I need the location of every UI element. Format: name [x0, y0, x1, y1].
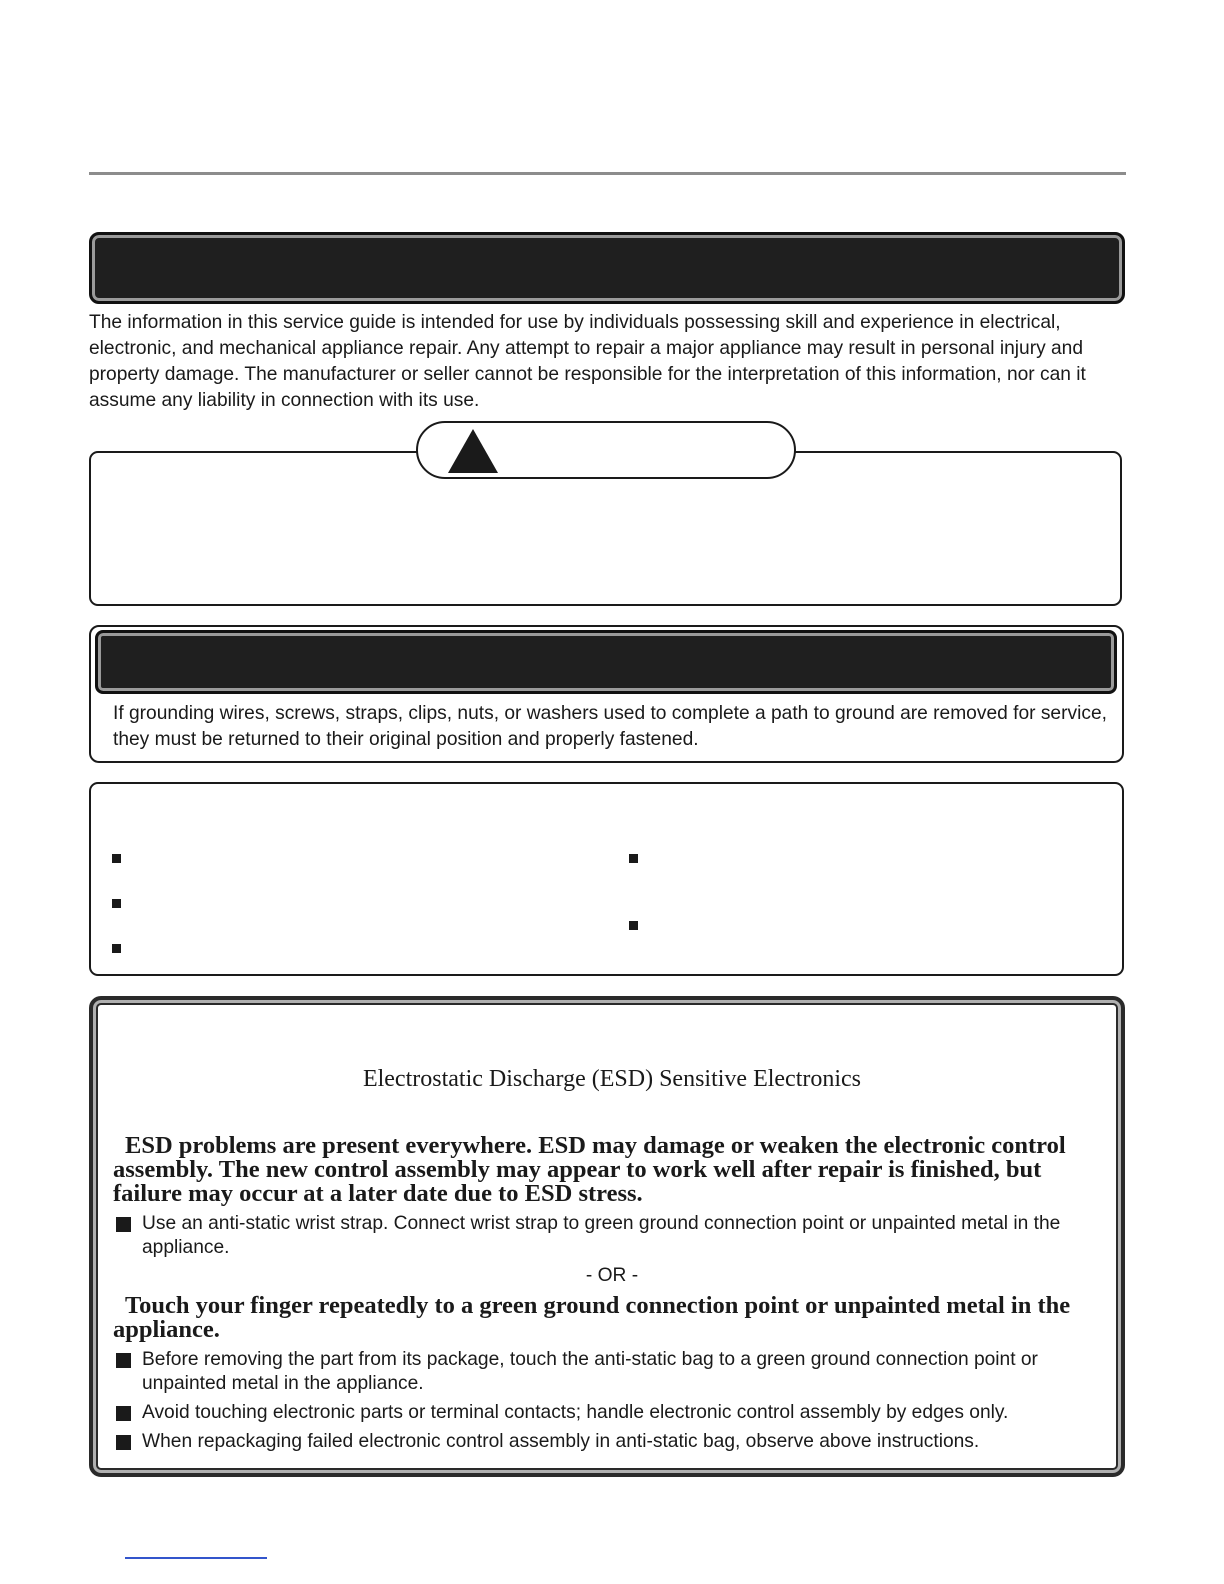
esd-list-item: When repackaging failed electronic control assembly in anti-static bag, observe above instructions.: [116, 1430, 1116, 1454]
esd-touch-paragraph: Touch your finger repeatedly to a green ground connection point or unpainted metal in the appliance.: [113, 1292, 1071, 1343]
bullet-square-icon: [116, 1406, 131, 1421]
bullets-box: [89, 782, 1124, 976]
warning-triangle-icon: [448, 429, 498, 473]
esd-problems-paragraph: ESD problems are present everywhere. ESD may damage or weaken the electronic control assembly. The new control assembly may appear to work well after repair is finished, but failure may occur at a later date due to ESD stress.: [113, 1132, 1066, 1207]
important-safety-header-bar: [89, 232, 1125, 304]
warning-label-pill: [416, 421, 796, 479]
grounding-text: If grounding wires, screws, straps, clips, nuts, or washers used to complete a path to ground are removed for service, they must be returned to their original position and properly fastened.: [113, 703, 1107, 750]
bullet-square-icon: [116, 1435, 131, 1450]
grounding-box: [89, 625, 1124, 763]
bullet-square-icon: [112, 944, 121, 953]
bullet-square-icon: [629, 921, 638, 930]
top-rule: [89, 172, 1126, 175]
intro-paragraph: The information in this service guide is intended for use by individuals possessing skill and experience in electrical, electronic, and mechanical appliance repair. Any attempt to repair a major appliance may result in personal injury and property damage. The manufacturer or seller cannot be responsible for the interpretation of this information, nor can it assume any liability in connection with its use.: [89, 312, 1086, 411]
bullet-square-icon: [629, 854, 638, 863]
bullet-square-icon: [116, 1217, 131, 1232]
bullet-square-icon: [112, 899, 121, 908]
esd-list-item: Before removing the part from its package, touch the anti-static bag to a green ground connection point or unpainted metal in the appliance.: [116, 1348, 1106, 1396]
bullet-square-icon: [112, 854, 121, 863]
esd-list-item: Use an anti-static wrist strap. Connect wrist strap to green ground connection point or unpainted metal in the appliance.: [116, 1212, 1106, 1260]
bullet-square-icon: [116, 1353, 131, 1368]
or-separator: - OR -: [585, 1265, 639, 1286]
esd-title: Electrostatic Discharge (ESD) Sensitive Electronics: [362, 1066, 862, 1092]
footer-link-underline[interactable]: [125, 1557, 267, 1559]
grounding-header-bar: [95, 630, 1117, 694]
esd-list-item: Avoid touching electronic parts or terminal contacts; handle electronic control assembly by edges only.: [116, 1401, 1116, 1425]
